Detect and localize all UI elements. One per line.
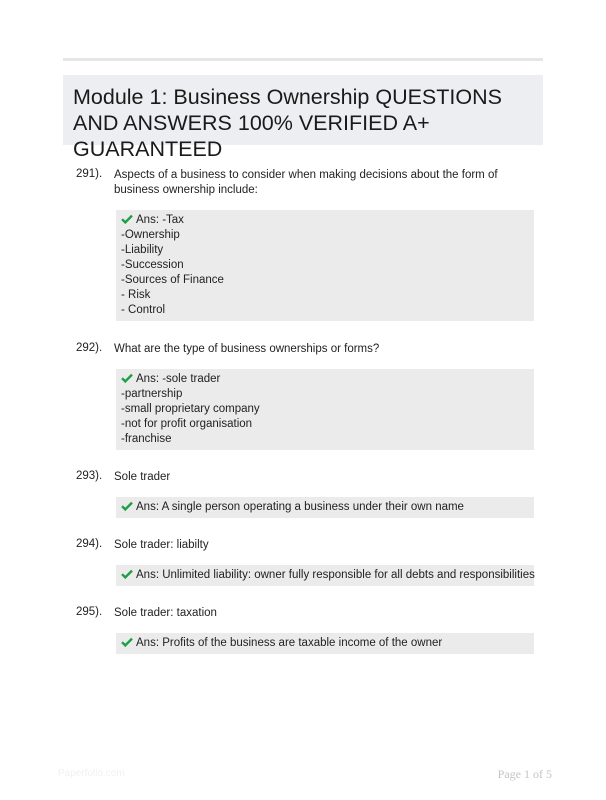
answer-line: -Ownership	[121, 229, 180, 241]
question-text: What are the type of business ownerships or forms?	[114, 343, 380, 355]
page-title: Module 1: Business Ownership QUESTIONS AND ANSWERS 100% VERIFIED A+ GUARANTEED	[73, 85, 502, 161]
checkmark-icon	[121, 373, 133, 383]
answer-line: -not for profit organisation	[121, 418, 253, 430]
question-text: Sole trader: taxation	[114, 607, 217, 619]
answer-line: -Liability	[121, 244, 164, 256]
qa-item-294	[73, 538, 543, 586]
checkmark-icon	[121, 214, 133, 224]
qa-item-293	[73, 470, 543, 518]
answer-line: Ans: Profits of the business are taxable income of the owner	[121, 636, 529, 651]
answer-line: - Control	[121, 304, 166, 316]
answer-line: Ans: A single person operating a business under their own name	[121, 500, 529, 515]
title-banner	[63, 75, 543, 161]
answer-line: Ans: -Tax	[121, 213, 529, 228]
checkmark-icon	[121, 637, 133, 647]
answer-line: -Sources of Finance	[121, 274, 224, 286]
answer-line: - Risk	[121, 289, 151, 301]
answer-line: -Succession	[121, 259, 184, 271]
page-indicator: Page 1 of 5	[497, 767, 552, 781]
checkmark-icon	[121, 501, 133, 511]
question-number: 293).	[76, 470, 103, 482]
question-number: 294).	[76, 538, 103, 550]
answer-line: Ans: -sole trader	[121, 372, 529, 387]
qa-item-292	[73, 342, 543, 450]
answer-box	[116, 565, 534, 586]
top-divider	[63, 58, 543, 61]
qa-item-295	[73, 606, 543, 654]
answer-line: Ans: Unlimited liability: owner fully responsible for all debts and responsibilities	[121, 568, 529, 583]
answer-line: -franchise	[121, 433, 172, 445]
question-text: Sole trader: liabilty	[114, 539, 209, 551]
answer-box	[116, 369, 534, 450]
answer-line: -partnership	[121, 388, 183, 400]
answer-box	[116, 633, 534, 654]
question-number: 295).	[76, 606, 103, 618]
question-text: Aspects of a business to consider when making decisions about the form of business ownership include:	[114, 169, 498, 196]
footer-watermark: Paperfolio.com	[58, 768, 125, 779]
answer-line: -small proprietary company	[121, 403, 260, 415]
question-number: 291).	[76, 168, 103, 180]
qa-item-291	[73, 168, 543, 321]
answer-box	[116, 497, 534, 518]
checkmark-icon	[121, 569, 133, 579]
answer-box	[116, 210, 534, 321]
question-number: 292).	[76, 342, 103, 354]
question-text: Sole trader	[114, 471, 171, 483]
